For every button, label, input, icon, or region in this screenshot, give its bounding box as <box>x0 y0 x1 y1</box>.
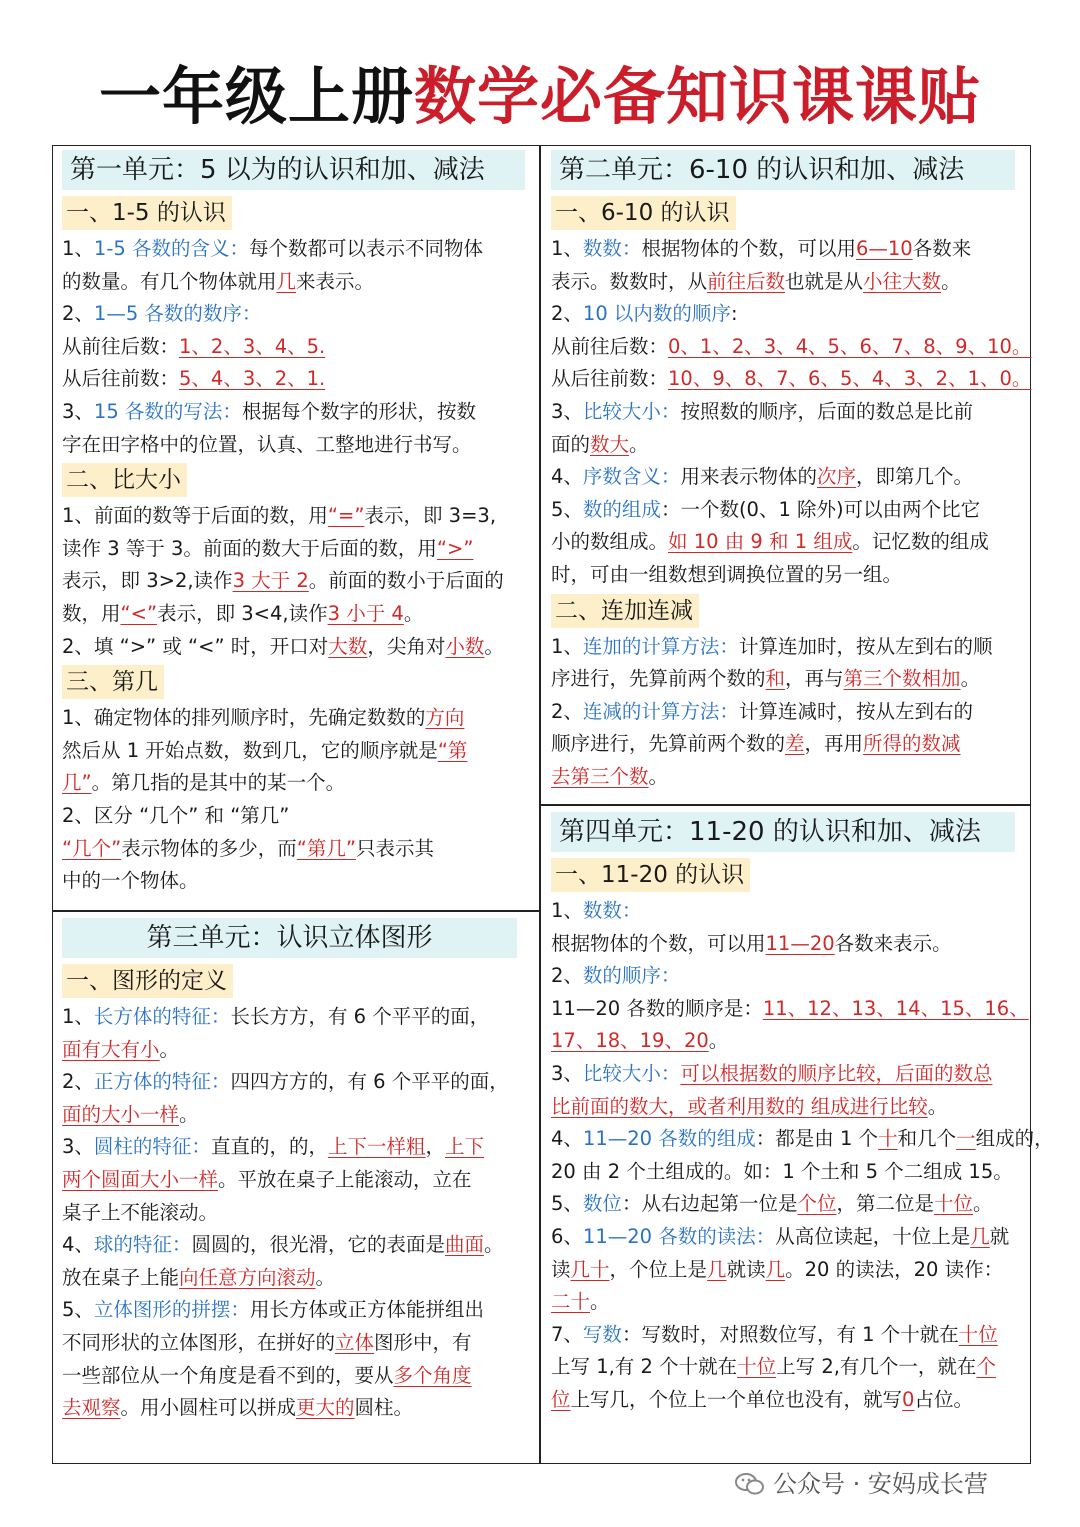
unit4-line: 7、写数：写数时，对照数位写，有 1 个十就在十位 <box>551 1322 998 1346</box>
unit2-line: 1、连加的计算方法：计算连加时，按从左到右的顺 <box>551 634 993 658</box>
unit2-line: 时，可由一组数想到调换位置的另一组。 <box>551 562 903 586</box>
unit1-section2-heading: 二、比大小 <box>62 463 187 497</box>
unit3-line: 两个圆面大小一样。平放在桌子上能滚动，立在 <box>62 1167 472 1191</box>
unit2-line: 从后往前数：10、9、8、7、6、5、4、3、2、1、0。 <box>551 367 1032 391</box>
unit2-panel <box>551 150 1032 794</box>
unit4-line: 5、数位：从右边起第一位是个位，第二位是十位。 <box>551 1192 993 1216</box>
unit3-line: 3、圆柱的特征：直直的，的，上下一样粗，上下 <box>62 1135 484 1159</box>
page-title <box>0 52 1080 142</box>
unit3-line: 面的大小一样。 <box>62 1102 199 1126</box>
unit4-line: 上写 1,有 2 个十就在十位上写 2,有几个一，就在个 <box>551 1355 996 1379</box>
unit3-line: 去观察。用小圆柱可以拼成更大的圆柱。 <box>62 1396 414 1420</box>
unit4-line: 3、比较大小：可以根据数的顺序比较，后面的数总 <box>551 1061 993 1085</box>
unit1-line: 从前往后数：1、2、3、4、5. <box>62 334 326 358</box>
unit1-line: “几个”表示物体的多少，而“第几”只表示其 <box>62 836 434 860</box>
unit3-line: 不同形状的立体图形，在拼好的立体图形中，有 <box>62 1330 472 1354</box>
unit3-heading: 第三单元：认识立体图形 <box>62 918 517 958</box>
unit1-section3-heading: 三、第几 <box>62 665 164 699</box>
unit3-line: 面有大有小。 <box>62 1037 180 1061</box>
unit1-line: 表示，即 3>2,读作3 大于 2。前面的数小于后面的 <box>62 569 504 593</box>
unit2-line: 2、连减的计算方法：计算连减时，按从左到右的 <box>551 699 973 723</box>
unit4-line: 读几十，个位上是几就读几。20 的读法，20 读作： <box>551 1257 1004 1281</box>
footer-watermark <box>735 1466 988 1502</box>
unit2-line: 5、数的组成：一个数(0、1 除外)可以由两个比它 <box>551 497 981 521</box>
unit4-line: 2、数的顺序： <box>551 964 681 988</box>
unit4-line: 二十。 <box>551 1290 610 1314</box>
unit3-section1-heading: 一、图形的定义 <box>62 964 233 998</box>
unit3-panel <box>62 918 532 1425</box>
right-row-divider <box>539 804 1031 806</box>
unit1-line: 然后从 1 开始点数，数到几，它的顺序就是“第 <box>62 738 468 762</box>
unit1-line: 几”。第几指的是其中的某一个。 <box>62 771 346 795</box>
unit1-line: 读作 3 等于 3。前面的数大于后面的数，用“>” <box>62 536 474 560</box>
unit2-line: 顺序进行，先算前两个数的差，再用所得的数减 <box>551 732 961 756</box>
unit2-line: 从前往后数：0、1、2、3、4、5、6、7、8、9、10。 <box>551 334 1032 358</box>
unit2-line: 序进行，先算前两个数的和，再与第三个数相加。 <box>551 667 981 691</box>
wechat-icon <box>735 1472 765 1496</box>
unit4-line: 20 由 2 个土组成的。如：1 个土和 5 个二组成 15。 <box>551 1159 1013 1183</box>
unit2-line: 3、比较大小：按照数的顺序，后面的数总是比前 <box>551 399 973 423</box>
unit1-panel <box>62 150 532 898</box>
unit1-line: 中的一个物体。 <box>62 869 199 893</box>
unit2-section1-heading: 一、6-10 的认识 <box>551 196 736 230</box>
unit2-section2-heading: 二、连加连减 <box>551 594 699 628</box>
unit1-line: 的数量。有几个物体就用几来表示。 <box>62 269 375 293</box>
unit3-line: 一些部位从一个角度是看不到的，要从多个角度 <box>62 1363 472 1387</box>
unit1-line: 2、区分 “几个” 和 “第几” <box>62 803 290 827</box>
unit2-heading: 第二单元：6-10 的认识和加、减法 <box>551 150 1015 190</box>
unit1-line: 2、填 “>” 或 “<” 时，开口对大数，尖角对小数。 <box>62 634 504 658</box>
unit2-line: 面的数大。 <box>551 432 649 456</box>
unit4-line: 17、18、19、20。 <box>551 1029 729 1053</box>
unit4-line: 11—20 各数的顺序是：11、12、13、14、15、16、 <box>551 996 1029 1020</box>
unit3-line: 2、正方体的特征：四四方方的，有 6 个平平的面， <box>62 1070 509 1094</box>
unit1-line: 从后往前数：5、4、3、2、1. <box>62 367 326 391</box>
unit1-line: 字在田字格中的位置，认真、工整地进行书写。 <box>62 432 472 456</box>
unit1-line: 2、1—5 各数的数序： <box>62 302 262 326</box>
unit2-line: 去第三个数。 <box>551 764 669 788</box>
footer-text: 公众号 · 安妈成长营 <box>773 1470 988 1498</box>
unit4-line: 比前面的数大，或者利用数的 组成进行比较。 <box>551 1094 948 1118</box>
unit1-line: 1、1-5 各数的含义：每个数都可以表示不同物体 <box>62 237 483 260</box>
unit3-line: 5、立体图形的拼摆：用长方体或正方体能拼组出 <box>62 1298 484 1322</box>
unit1-line: 1、前面的数等于后面的数，用“=”表示，即 3=3, <box>62 504 497 528</box>
unit3-line: 1、长方体的特征：长长方方，有 6 个平平的面， <box>62 1005 490 1028</box>
unit1-line: 数，用“<”表示，即 3<4,读作3 小于 4。 <box>62 601 424 625</box>
unit4-line: 1、数数： <box>551 899 642 922</box>
unit4-line: 根据物体的个数，可以用11—20各数来表示。 <box>551 931 952 955</box>
unit4-line: 4、11—20 各数的组成：都是由 1 个十和几个一组成的， <box>551 1127 1054 1151</box>
unit4-line: 位上写几，个位上一个单位也没有，就写0占位。 <box>551 1387 973 1411</box>
unit2-line: 4、序数含义：用来表示物体的次序，即第几个。 <box>551 465 973 489</box>
unit2-line: 表示。数数时，从前往后数也就是从小往大数。 <box>551 269 961 293</box>
title-part-grade: 一年级上册 <box>98 60 414 133</box>
unit2-line: 1、数数：根据物体的个数，可以用6—10各数来 <box>551 237 972 260</box>
unit1-section1-heading: 一、1-5 的认识 <box>62 196 232 230</box>
unit2-line: 2、10 以内数的顺序: <box>551 302 738 326</box>
unit3-line: 4、球的特征：圆圆的，很光滑，它的表面是曲面。 <box>62 1233 504 1257</box>
left-row-divider <box>52 910 540 912</box>
title-part-subject: 数学必备知识课课贴 <box>414 60 982 133</box>
unit4-panel <box>551 812 1054 1417</box>
unit3-line: 放在桌子上能向任意方向滚动。 <box>62 1265 336 1289</box>
unit4-line: 6、11—20 各数的读法：从高位读起，十位上是几就 <box>551 1224 1010 1248</box>
unit1-line: 3、15 各数的写法：根据每个数字的形状，按数 <box>62 399 476 423</box>
unit4-heading: 第四单元：11-20 的认识和加、减法 <box>551 812 1015 852</box>
unit4-section1-heading: 一、11-20 的认识 <box>551 858 750 892</box>
unit3-line: 桌子上不能滚动。 <box>62 1200 219 1224</box>
unit2-line: 小的数组成。如 10 由 9 和 1 组成。记忆数的组成 <box>551 530 989 554</box>
unit1-heading: 第一单元：5 以为的认识和加、减法 <box>62 150 525 190</box>
unit1-line: 1、确定物体的排列顺序时，先确定数数的方向 <box>62 706 465 730</box>
